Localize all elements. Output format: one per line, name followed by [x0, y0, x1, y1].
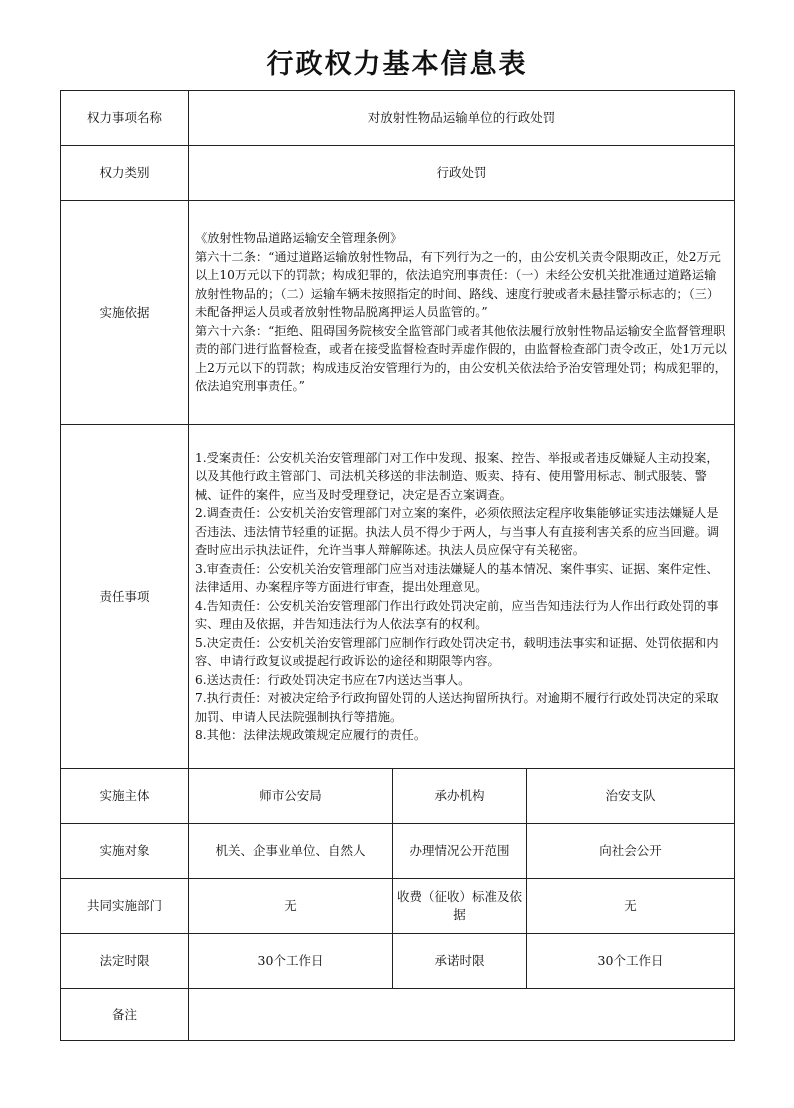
- value-disclosure: 向社会公开: [527, 824, 735, 879]
- label-fee: 收费（征收）标准及依据: [393, 879, 527, 934]
- value-remarks: [189, 989, 735, 1041]
- value-subject: 师市公安局: [189, 769, 393, 824]
- responsibility-item: 1.受案责任：公安机关治安管理部门对工作中发现、报案、控告、举报或者违反嫌疑人主动投案，以及其他行政主管部门、司法机关移送的非法制造、贩卖、持有、使用警用标志、制式服装、警械、证件的案件，应当及时受理登记，决定是否立案调查。: [195, 450, 719, 502]
- label-responsibility: 责任事项: [61, 425, 189, 769]
- row-category: [61, 146, 735, 201]
- value-handling-org: 治安支队: [527, 769, 735, 824]
- page-title: 行政权力基本信息表: [266, 49, 528, 80]
- value-target: 机关、企事业单位、自然人: [189, 824, 393, 879]
- label-remarks: 备注: [61, 989, 189, 1041]
- row-co-dept: [61, 879, 735, 934]
- info-table: [60, 90, 735, 1041]
- row-subject: [61, 769, 735, 824]
- label-category: 权力类别: [61, 146, 189, 201]
- responsibility-item: 7.执行责任：对被决定给予行政拘留处罚的人送达拘留所执行。对逾期不履行行政处罚决定的采取加罚、申请人民法院强制执行等措施。: [195, 691, 719, 724]
- label-basis: 实施依据: [61, 201, 189, 425]
- label-disclosure: 办理情况公开范围: [393, 824, 527, 879]
- row-item-name: [61, 91, 735, 146]
- basis-line: 《放射性物品道路运输安全管理条例》: [195, 231, 403, 246]
- value-category: 行政处罚: [189, 146, 735, 201]
- row-remarks: [61, 989, 735, 1041]
- value-promise-time: 30个工作日: [527, 934, 735, 989]
- value-responsibility: [189, 425, 735, 769]
- row-target: [61, 824, 735, 879]
- responsibility-item: 2.调查责任：公安机关治安管理部门对立案的案件，必须依照法定程序收集能够证实违法嫌疑人是否违法、违法情节轻重的证据。执法人员不得少于两人，与当事人有直接利害关系的应当回避。调查时应出示执法证件，允许当事人辩解陈述。执法人员应保守有关秘密。: [195, 506, 720, 557]
- value-fee: 无: [527, 879, 735, 934]
- value-legal-time: 30个工作日: [189, 934, 393, 989]
- row-time: [61, 934, 735, 989]
- row-basis: [61, 201, 735, 425]
- value-basis: [189, 201, 735, 425]
- label-item-name: 权力事项名称: [61, 91, 189, 146]
- label-promise-time: 承诺时限: [393, 934, 527, 989]
- responsibility-item: 3.审查责任：公安机关治安管理部门应当对违法嫌疑人的基本情况、案件事实、证据、案件定性、法律适用、办案程序等方面进行审查，提出处理意见。: [195, 561, 719, 594]
- responsibility-item: 6.送达责任：行政处罚决定书应在7内送达当事人。: [195, 672, 471, 687]
- basis-line: 第六十二条：“通过道路运输放射性物品，有下列行为之一的，由公安机关责令限期改正，处2万元以上10万元以下的罚款；构成犯罪的，依法追究刑事责任：（一）未经公安机关批准通过道路运输放射性物品的；（二）运输车辆未按照指定的时间、路线、速度行驶或者未悬挂警示标志的；（三）未配备押运人员或者放射性物品脱离押运人员监管的。”: [195, 249, 721, 320]
- label-legal-time: 法定时限: [61, 934, 189, 989]
- label-handling-org: 承办机构: [393, 769, 527, 824]
- value-item-name: 对放射性物品运输单位的行政处罚: [189, 91, 735, 146]
- label-subject: 实施主体: [61, 769, 189, 824]
- row-responsibility: [61, 425, 735, 769]
- basis-line: 第六十六条：“拒绝、阻碍国务院核安全监管部门或者其他依法履行放射性物品运输安全监督管理职责的部门进行监督检查，或者在接受监督检查时弄虚作假的，由监督检查部门责令改正，处1万元以上2万元以下的罚款；构成违反治安管理行为的，由公安机关依法给予治安管理处罚；构成犯罪的，依法追究刑事责任。”: [195, 323, 727, 394]
- value-co-dept: 无: [189, 879, 393, 934]
- responsibility-item: 4.告知责任：公安机关治安管理部门作出行政处罚决定前，应当告知违法行为人作出行政处罚的事实、理由及依据，并告知违法行为人依法享有的权利。: [195, 598, 719, 631]
- label-target: 实施对象: [61, 824, 189, 879]
- responsibility-item: 5.决定责任：公安机关治安管理部门应制作行政处罚决定书，载明违法事实和证据、处罚依据和内容、申请行政复议或提起行政诉讼的途径和期限等内容。: [195, 635, 719, 668]
- label-co-dept: 共同实施部门: [61, 879, 189, 934]
- responsibility-item: 8.其他：法律法规政策规定应履行的责任。: [195, 728, 427, 742]
